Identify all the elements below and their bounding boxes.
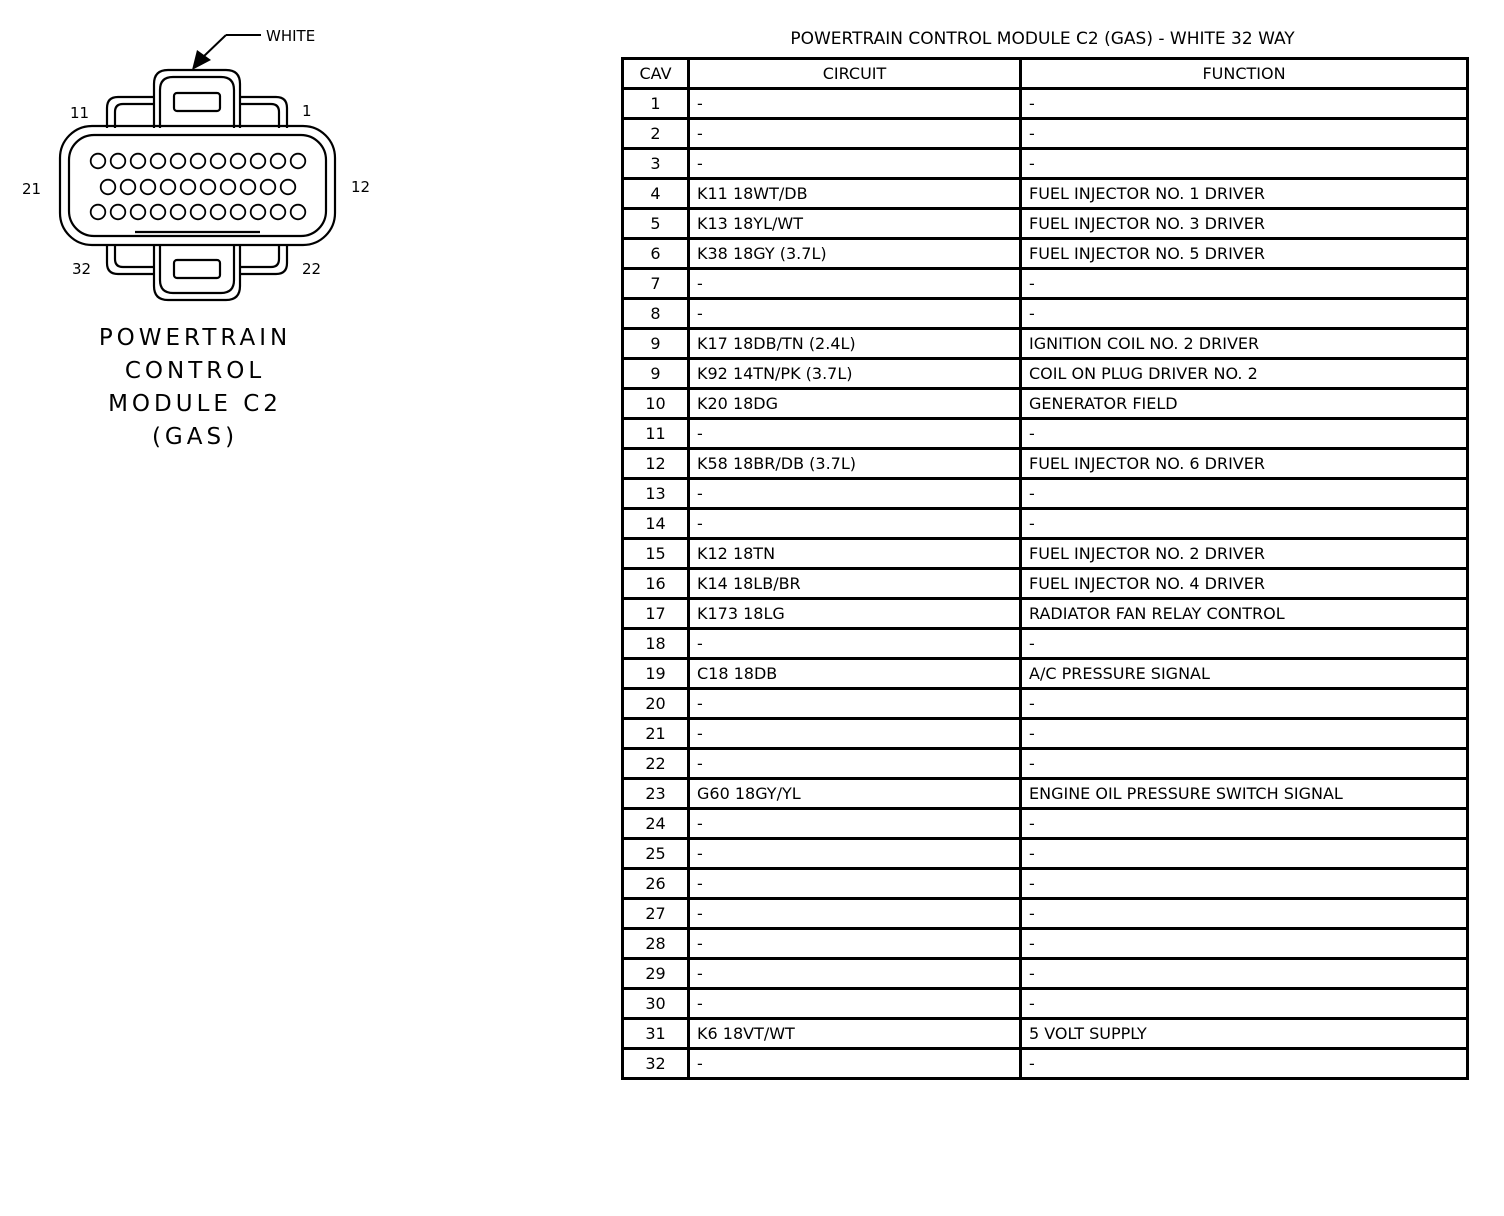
- circuit-cell: -: [689, 629, 1021, 659]
- circuit-cell: -: [689, 479, 1021, 509]
- table-row: [623, 89, 1468, 119]
- cav-cell: 18: [623, 629, 689, 659]
- cav-cell: 9: [623, 329, 689, 359]
- caption-line: CONTROL: [124, 358, 266, 384]
- table-row: [623, 119, 1468, 149]
- function-cell: -: [1021, 989, 1468, 1019]
- pin-hole: [191, 205, 206, 220]
- table-title: POWERTRAIN CONTROL MODULE C2 (GAS) - WHITE 32 WAY: [790, 29, 1295, 49]
- table-row: [623, 989, 1468, 1019]
- connector-diagram: [0, 0, 600, 320]
- function-cell: -: [1021, 1049, 1468, 1079]
- function-cell: 5 VOLT SUPPLY: [1021, 1019, 1468, 1049]
- pin-label-12: 12: [351, 178, 371, 196]
- circuit-cell: -: [689, 989, 1021, 1019]
- pin-hole: [261, 180, 276, 195]
- function-cell: -: [1021, 299, 1468, 329]
- cav-cell: 22: [623, 749, 689, 779]
- table-row: [623, 539, 1468, 569]
- function-cell: -: [1021, 419, 1468, 449]
- cav-cell: 10: [623, 389, 689, 419]
- table-row: [623, 599, 1468, 629]
- cav-cell: 29: [623, 959, 689, 989]
- caption-line: (GAS): [151, 424, 239, 450]
- pin-hole: [251, 205, 266, 220]
- header-circuit: CIRCUIT: [689, 59, 1021, 89]
- circuit-cell: K13 18YL/WT: [689, 209, 1021, 239]
- function-cell: IGNITION COIL NO. 2 DRIVER: [1021, 329, 1468, 359]
- pin-hole: [131, 205, 146, 220]
- cav-cell: 3: [623, 149, 689, 179]
- function-cell: GENERATOR FIELD: [1021, 389, 1468, 419]
- cav-cell: 30: [623, 989, 689, 1019]
- table-row: [623, 179, 1468, 209]
- pin-label-21: 21: [22, 180, 42, 198]
- pin-hole: [171, 154, 186, 169]
- cav-cell: 20: [623, 689, 689, 719]
- table-header-row: [623, 59, 1468, 89]
- circuit-cell: C18 18DB: [689, 659, 1021, 689]
- circuit-cell: -: [689, 419, 1021, 449]
- table-row: [623, 809, 1468, 839]
- table-row: [623, 359, 1468, 389]
- function-cell: RADIATOR FAN RELAY CONTROL: [1021, 599, 1468, 629]
- circuit-cell: -: [689, 749, 1021, 779]
- module-caption: [60, 322, 330, 454]
- circuit-cell: -: [689, 899, 1021, 929]
- function-cell: -: [1021, 719, 1468, 749]
- pin-hole: [291, 154, 306, 169]
- table-row: [623, 899, 1468, 929]
- cav-cell: 21: [623, 719, 689, 749]
- function-cell: -: [1021, 269, 1468, 299]
- table-row: [623, 959, 1468, 989]
- function-cell: -: [1021, 119, 1468, 149]
- circuit-cell: -: [689, 929, 1021, 959]
- pin-hole: [231, 205, 246, 220]
- table-row: [623, 779, 1468, 809]
- circuit-cell: -: [689, 149, 1021, 179]
- cav-cell: 19: [623, 659, 689, 689]
- function-cell: COIL ON PLUG DRIVER NO. 2: [1021, 359, 1468, 389]
- cav-cell: 32: [623, 1049, 689, 1079]
- table-row: [623, 449, 1468, 479]
- function-cell: -: [1021, 689, 1468, 719]
- pin-label-1: 1: [302, 102, 312, 120]
- caption-line: MODULE C2: [108, 391, 282, 417]
- function-cell: A/C PRESSURE SIGNAL: [1021, 659, 1468, 689]
- table-row: [623, 1019, 1468, 1049]
- function-cell: FUEL INJECTOR NO. 2 DRIVER: [1021, 539, 1468, 569]
- table-row: [623, 509, 1468, 539]
- circuit-cell: -: [689, 959, 1021, 989]
- cav-cell: 15: [623, 539, 689, 569]
- pin-hole: [171, 205, 186, 220]
- table-row: [623, 149, 1468, 179]
- circuit-cell: -: [689, 299, 1021, 329]
- cav-cell: 9: [623, 359, 689, 389]
- caption-line: POWERTRAIN: [98, 325, 292, 351]
- circuit-cell: -: [689, 269, 1021, 299]
- pin-label-11: 11: [70, 104, 90, 122]
- cav-cell: 11: [623, 419, 689, 449]
- header-function: FUNCTION: [1021, 59, 1468, 89]
- circuit-cell: -: [689, 719, 1021, 749]
- pin-hole: [131, 154, 146, 169]
- circuit-cell: K92 14TN/PK (3.7L): [689, 359, 1021, 389]
- pin-hole: [221, 180, 236, 195]
- function-cell: -: [1021, 899, 1468, 929]
- pin-hole: [141, 180, 156, 195]
- cav-cell: 6: [623, 239, 689, 269]
- pin-hole: [281, 180, 296, 195]
- table-row: [623, 1049, 1468, 1079]
- circuit-cell: K173 18LG: [689, 599, 1021, 629]
- circuit-cell: -: [689, 869, 1021, 899]
- cav-cell: 14: [623, 509, 689, 539]
- pin-hole: [241, 180, 256, 195]
- cav-cell: 5: [623, 209, 689, 239]
- function-cell: -: [1021, 869, 1468, 899]
- pin-hole: [111, 205, 126, 220]
- table-row: [623, 629, 1468, 659]
- function-cell: FUEL INJECTOR NO. 5 DRIVER: [1021, 239, 1468, 269]
- cav-cell: 8: [623, 299, 689, 329]
- table-row: [623, 689, 1468, 719]
- circuit-cell: -: [689, 689, 1021, 719]
- header-cav: CAV: [623, 59, 689, 89]
- circuit-cell: K38 18GY (3.7L): [689, 239, 1021, 269]
- table-row: [623, 719, 1468, 749]
- cav-cell: 12: [623, 449, 689, 479]
- cav-cell: 1: [623, 89, 689, 119]
- pin-hole: [251, 154, 266, 169]
- circuit-cell: -: [689, 89, 1021, 119]
- circuit-cell: G60 18GY/YL: [689, 779, 1021, 809]
- table-row: [623, 269, 1468, 299]
- pin-label-32: 32: [72, 260, 92, 278]
- table-row: [623, 929, 1468, 959]
- pin-hole: [231, 154, 246, 169]
- cav-cell: 24: [623, 809, 689, 839]
- cav-cell: 27: [623, 899, 689, 929]
- cav-cell: 4: [623, 179, 689, 209]
- cav-cell: 2: [623, 119, 689, 149]
- function-cell: -: [1021, 749, 1468, 779]
- pin-label-22: 22: [302, 260, 322, 278]
- table-row: [623, 659, 1468, 689]
- color-label: WHITE: [266, 27, 316, 45]
- pin-hole: [151, 154, 166, 169]
- circuit-cell: -: [689, 119, 1021, 149]
- function-cell: -: [1021, 479, 1468, 509]
- table-row: [623, 389, 1468, 419]
- pinout-table: [621, 57, 1469, 1080]
- cav-cell: 26: [623, 869, 689, 899]
- table-row: [623, 749, 1468, 779]
- function-cell: -: [1021, 929, 1468, 959]
- connector-pin-holes: [91, 154, 306, 220]
- pin-hole: [91, 154, 106, 169]
- table-row: [623, 569, 1468, 599]
- circuit-cell: K12 18TN: [689, 539, 1021, 569]
- table-row: [623, 299, 1468, 329]
- function-cell: -: [1021, 809, 1468, 839]
- pin-hole: [111, 154, 126, 169]
- pin-hole: [181, 180, 196, 195]
- pin-hole: [161, 180, 176, 195]
- pin-hole: [271, 154, 286, 169]
- function-cell: -: [1021, 959, 1468, 989]
- circuit-cell: K58 18BR/DB (3.7L): [689, 449, 1021, 479]
- pin-hole: [211, 205, 226, 220]
- cav-cell: 23: [623, 779, 689, 809]
- cav-cell: 7: [623, 269, 689, 299]
- table-row: [623, 479, 1468, 509]
- pin-hole: [271, 205, 286, 220]
- circuit-cell: K6 18VT/WT: [689, 1019, 1021, 1049]
- function-cell: -: [1021, 149, 1468, 179]
- function-cell: -: [1021, 839, 1468, 869]
- table-row: [623, 239, 1468, 269]
- cav-cell: 16: [623, 569, 689, 599]
- pin-hole: [201, 180, 216, 195]
- pin-hole: [121, 180, 136, 195]
- table-row: [623, 869, 1468, 899]
- circuit-cell: K11 18WT/DB: [689, 179, 1021, 209]
- cav-cell: 25: [623, 839, 689, 869]
- circuit-cell: -: [689, 839, 1021, 869]
- circuit-cell: -: [689, 1049, 1021, 1079]
- function-cell: FUEL INJECTOR NO. 4 DRIVER: [1021, 569, 1468, 599]
- pin-hole: [101, 180, 116, 195]
- cav-cell: 28: [623, 929, 689, 959]
- pin-hole: [191, 154, 206, 169]
- pin-hole: [291, 205, 306, 220]
- circuit-cell: K20 18DG: [689, 389, 1021, 419]
- circuit-cell: K14 18LB/BR: [689, 569, 1021, 599]
- function-cell: FUEL INJECTOR NO. 3 DRIVER: [1021, 209, 1468, 239]
- table-row: [623, 839, 1468, 869]
- circuit-cell: K17 18DB/TN (2.4L): [689, 329, 1021, 359]
- function-cell: FUEL INJECTOR NO. 6 DRIVER: [1021, 449, 1468, 479]
- pin-hole: [151, 205, 166, 220]
- table-row: [623, 209, 1468, 239]
- function-cell: FUEL INJECTOR NO. 1 DRIVER: [1021, 179, 1468, 209]
- circuit-cell: -: [689, 509, 1021, 539]
- cav-cell: 31: [623, 1019, 689, 1049]
- function-cell: -: [1021, 509, 1468, 539]
- pin-hole: [211, 154, 226, 169]
- cav-cell: 17: [623, 599, 689, 629]
- table-row: [623, 329, 1468, 359]
- pin-hole: [91, 205, 106, 220]
- table-row: [623, 419, 1468, 449]
- function-cell: ENGINE OIL PRESSURE SWITCH SIGNAL: [1021, 779, 1468, 809]
- function-cell: -: [1021, 89, 1468, 119]
- white-indicator-arrow: [202, 35, 261, 58]
- function-cell: -: [1021, 629, 1468, 659]
- cav-cell: 13: [623, 479, 689, 509]
- circuit-cell: -: [689, 809, 1021, 839]
